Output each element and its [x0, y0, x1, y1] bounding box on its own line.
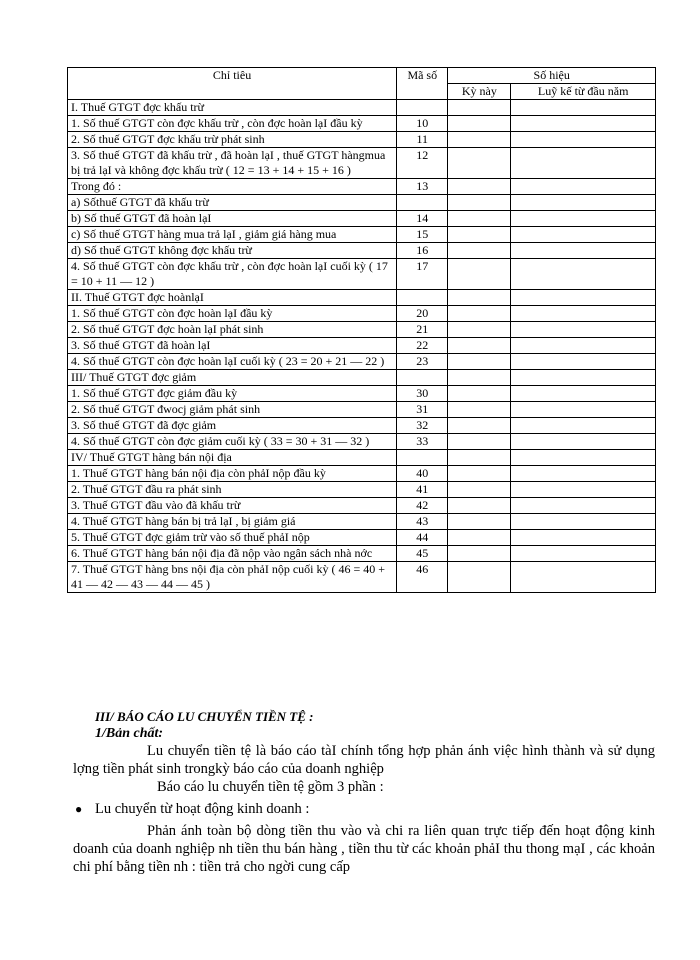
table-row [68, 306, 656, 322]
row-code: 23 [397, 354, 448, 370]
row-this-period [448, 418, 511, 434]
table-row [68, 290, 656, 306]
section-heading: III/ BÁO CÁO LU CHUYỂN TIỀN TỆ : [95, 709, 314, 724]
row-label: b) Số thuế GTGT đã hoàn lạI [68, 211, 397, 227]
bullet-title: Lu chuyển từ hoạt động kinh doanh : [95, 801, 310, 817]
row-this-period [448, 259, 511, 290]
row-this-period [448, 514, 511, 530]
row-accumulated [511, 243, 656, 259]
row-accumulated [511, 306, 656, 322]
row-label: 4. Số thuế GTGT còn đợc giảm cuối kỳ ( 33 = 30 + 31 — 32 ) [68, 434, 397, 450]
row-accumulated [511, 370, 656, 386]
row-label: 1. Thuế GTGT hàng bán nội địa còn phảI nộp đầu kỳ [68, 466, 397, 482]
row-label: 5. Thuế GTGT đợc giảm trừ vào số thuế phảI nộp [68, 530, 397, 546]
row-accumulated [511, 227, 656, 243]
table-header-row [68, 68, 656, 84]
table-row [68, 450, 656, 466]
row-accumulated [511, 418, 656, 434]
row-accumulated [511, 434, 656, 450]
header-indicator: Chỉ tiêu [68, 68, 397, 100]
row-code: 45 [397, 546, 448, 562]
table-row [68, 386, 656, 402]
row-accumulated [511, 100, 656, 116]
table-row [68, 179, 656, 195]
row-this-period [448, 482, 511, 498]
table-row [68, 259, 656, 290]
row-this-period [448, 179, 511, 195]
row-code: 16 [397, 243, 448, 259]
row-accumulated [511, 195, 656, 211]
table-row [68, 354, 656, 370]
bullet-icon: ● [75, 802, 83, 816]
row-code: 10 [397, 116, 448, 132]
table-row [68, 562, 656, 593]
row-this-period [448, 116, 511, 132]
row-code [397, 450, 448, 466]
row-this-period [448, 100, 511, 116]
row-accumulated [511, 514, 656, 530]
row-label: c) Số thuế GTGT hàng mua trả lạI , giảm giá hàng mua [68, 227, 397, 243]
row-label: 1. Số thuế GTGT còn đợc hoàn lạI đầu kỳ [68, 306, 397, 322]
row-accumulated [511, 466, 656, 482]
row-this-period [448, 322, 511, 338]
row-code: 13 [397, 179, 448, 195]
table-row [68, 514, 656, 530]
row-this-period [448, 148, 511, 179]
row-this-period [448, 370, 511, 386]
row-label: 6. Thuế GTGT hàng bán nội địa đã nộp vào ngân sách nhà nớc [68, 546, 397, 562]
row-accumulated [511, 354, 656, 370]
row-this-period [448, 386, 511, 402]
row-label: 2. Số thuế GTGT đwocj giảm phát sinh [68, 402, 397, 418]
table-row [68, 418, 656, 434]
row-label: 3. Số thuế GTGT đã đợc giảm [68, 418, 397, 434]
row-label: 1. Số thuế GTGT còn đợc khấu trừ , còn đợc hoàn lạI đầu kỳ [68, 116, 397, 132]
row-label: 2. Số thuế GTGT đợc hoàn lạI phát sinh [68, 322, 397, 338]
row-this-period [448, 354, 511, 370]
row-code: 32 [397, 418, 448, 434]
row-this-period [448, 290, 511, 306]
row-this-period [448, 530, 511, 546]
table-row [68, 116, 656, 132]
bullet-item [73, 800, 655, 818]
paragraph-operating: Phản ánh toàn bộ dòng tiền thu vào và chi ra liên quan trực tiếp đến hoạt động kinh doanh của doanh nghiệp nh tiền thu bán hàng , tiền thu từ các khoản phảI thu thong mạI , các khoản chi phí bằng tiền nh : tiền trả cho ngời cung cấp [73, 823, 655, 875]
row-this-period [448, 227, 511, 243]
row-code: 20 [397, 306, 448, 322]
row-accumulated [511, 211, 656, 227]
table-row [68, 338, 656, 354]
row-accumulated [511, 562, 656, 593]
row-this-period [448, 211, 511, 227]
row-this-period [448, 450, 511, 466]
row-label: 3. Số thuế GTGT đã khấu trừ , đã hoàn lạI , thuế GTGT hàngmua bị trả lạI và không đợc khấu trừ ( 12 = 13 + 14 + 15 + 16 ) [68, 148, 397, 179]
row-this-period [448, 466, 511, 482]
row-accumulated [511, 338, 656, 354]
row-code: 17 [397, 259, 448, 290]
row-this-period [448, 562, 511, 593]
table-row [68, 434, 656, 450]
row-label: a) Sốthuế GTGT đã khấu trừ [68, 195, 397, 211]
row-this-period [448, 498, 511, 514]
section-subheading: 1/Bản chất: [95, 726, 164, 741]
row-code [397, 290, 448, 306]
row-code: 42 [397, 498, 448, 514]
table-row [68, 546, 656, 562]
row-this-period [448, 243, 511, 259]
row-this-period [448, 338, 511, 354]
cash-flow-section [73, 708, 655, 876]
row-code: 14 [397, 211, 448, 227]
vat-report-table [67, 67, 656, 593]
row-accumulated [511, 116, 656, 132]
table-row [68, 530, 656, 546]
row-label: 4. Thuế GTGT hàng bán bị trả lạI , bị giảm giá [68, 514, 397, 530]
row-this-period [448, 402, 511, 418]
row-code: 15 [397, 227, 448, 243]
row-label: IV/ Thuế GTGT hàng bán nội địa [68, 450, 397, 466]
row-code [397, 195, 448, 211]
row-this-period [448, 546, 511, 562]
row-code [397, 100, 448, 116]
row-accumulated [511, 148, 656, 179]
row-code: 21 [397, 322, 448, 338]
row-code: 33 [397, 434, 448, 450]
row-label: 4. Số thuế GTGT còn đợc khấu trừ , còn đợc hoàn lạI cuối kỳ ( 17 = 10 + 11 — 12 ) [68, 259, 397, 290]
table-row [68, 227, 656, 243]
header-number-group: Số hiệu [448, 68, 656, 84]
row-this-period [448, 195, 511, 211]
row-accumulated [511, 259, 656, 290]
table-row [68, 148, 656, 179]
row-code: 30 [397, 386, 448, 402]
table-row [68, 211, 656, 227]
row-this-period [448, 434, 511, 450]
row-label: I. Thuế GTGT đợc khấu trừ [68, 100, 397, 116]
row-this-period [448, 306, 511, 322]
header-accumulated: Luỹ kế từ đầu năm [511, 84, 656, 100]
row-accumulated [511, 322, 656, 338]
row-code: 46 [397, 562, 448, 593]
row-code: 44 [397, 530, 448, 546]
row-code: 41 [397, 482, 448, 498]
table-row [68, 370, 656, 386]
header-code: Mã số [397, 68, 448, 100]
row-label: 2. Thuế GTGT đầu ra phát sinh [68, 482, 397, 498]
row-accumulated [511, 402, 656, 418]
row-accumulated [511, 482, 656, 498]
row-label: II. Thuế GTGT đợc hoànlạI [68, 290, 397, 306]
row-label: 7. Thuế GTGT hàng bns nội địa còn phảI nộp cuối kỳ ( 46 = 40 + 41 — 42 — 43 — 44 — 45 ) [68, 562, 397, 593]
row-accumulated [511, 450, 656, 466]
row-label: 2. Số thuế GTGT đợc khấu trừ phát sinh [68, 132, 397, 148]
row-label: 4. Số thuế GTGT còn đợc hoàn lạI cuối kỳ ( 23 = 20 + 21 — 22 ) [68, 354, 397, 370]
row-this-period [448, 132, 511, 148]
row-accumulated [511, 132, 656, 148]
row-code: 40 [397, 466, 448, 482]
row-accumulated [511, 179, 656, 195]
row-accumulated [511, 546, 656, 562]
row-label: d) Số thuế GTGT không đợc khấu trừ [68, 243, 397, 259]
row-label: III/ Thuế GTGT đợc giảm [68, 370, 397, 386]
table-row [68, 195, 656, 211]
row-code: 43 [397, 514, 448, 530]
table-row [68, 132, 656, 148]
row-code: 11 [397, 132, 448, 148]
row-label: 1. Số thuế GTGT đợc giảm đầu kỳ [68, 386, 397, 402]
paragraph-definition: Lu chuyển tiền tệ là báo cáo tàI chính tổng hợp phản ánh việc hình thành và sử dụng lợng tiền phát sinh trongkỳ báo cáo của doanh nghiệp [73, 743, 655, 777]
row-accumulated [511, 386, 656, 402]
paragraph-parts: Báo cáo lu chuyển tiền tệ gồm 3 phần : [157, 779, 384, 795]
table-row [68, 482, 656, 498]
row-label: Trong đó : [68, 179, 397, 195]
row-code [397, 370, 448, 386]
row-code: 22 [397, 338, 448, 354]
row-accumulated [511, 290, 656, 306]
row-accumulated [511, 498, 656, 514]
header-this-period: Kỳ này [448, 84, 511, 100]
row-code: 12 [397, 148, 448, 179]
table-row [68, 498, 656, 514]
row-label: 3. Thuế GTGT đầu vào đã khấu trừ [68, 498, 397, 514]
row-accumulated [511, 530, 656, 546]
row-code: 31 [397, 402, 448, 418]
row-label: 3. Số thuế GTGT đã hoàn lạI [68, 338, 397, 354]
table-row [68, 243, 656, 259]
table-row [68, 402, 656, 418]
table-row [68, 466, 656, 482]
table-body [68, 100, 656, 593]
table-row [68, 322, 656, 338]
table-row [68, 100, 656, 116]
